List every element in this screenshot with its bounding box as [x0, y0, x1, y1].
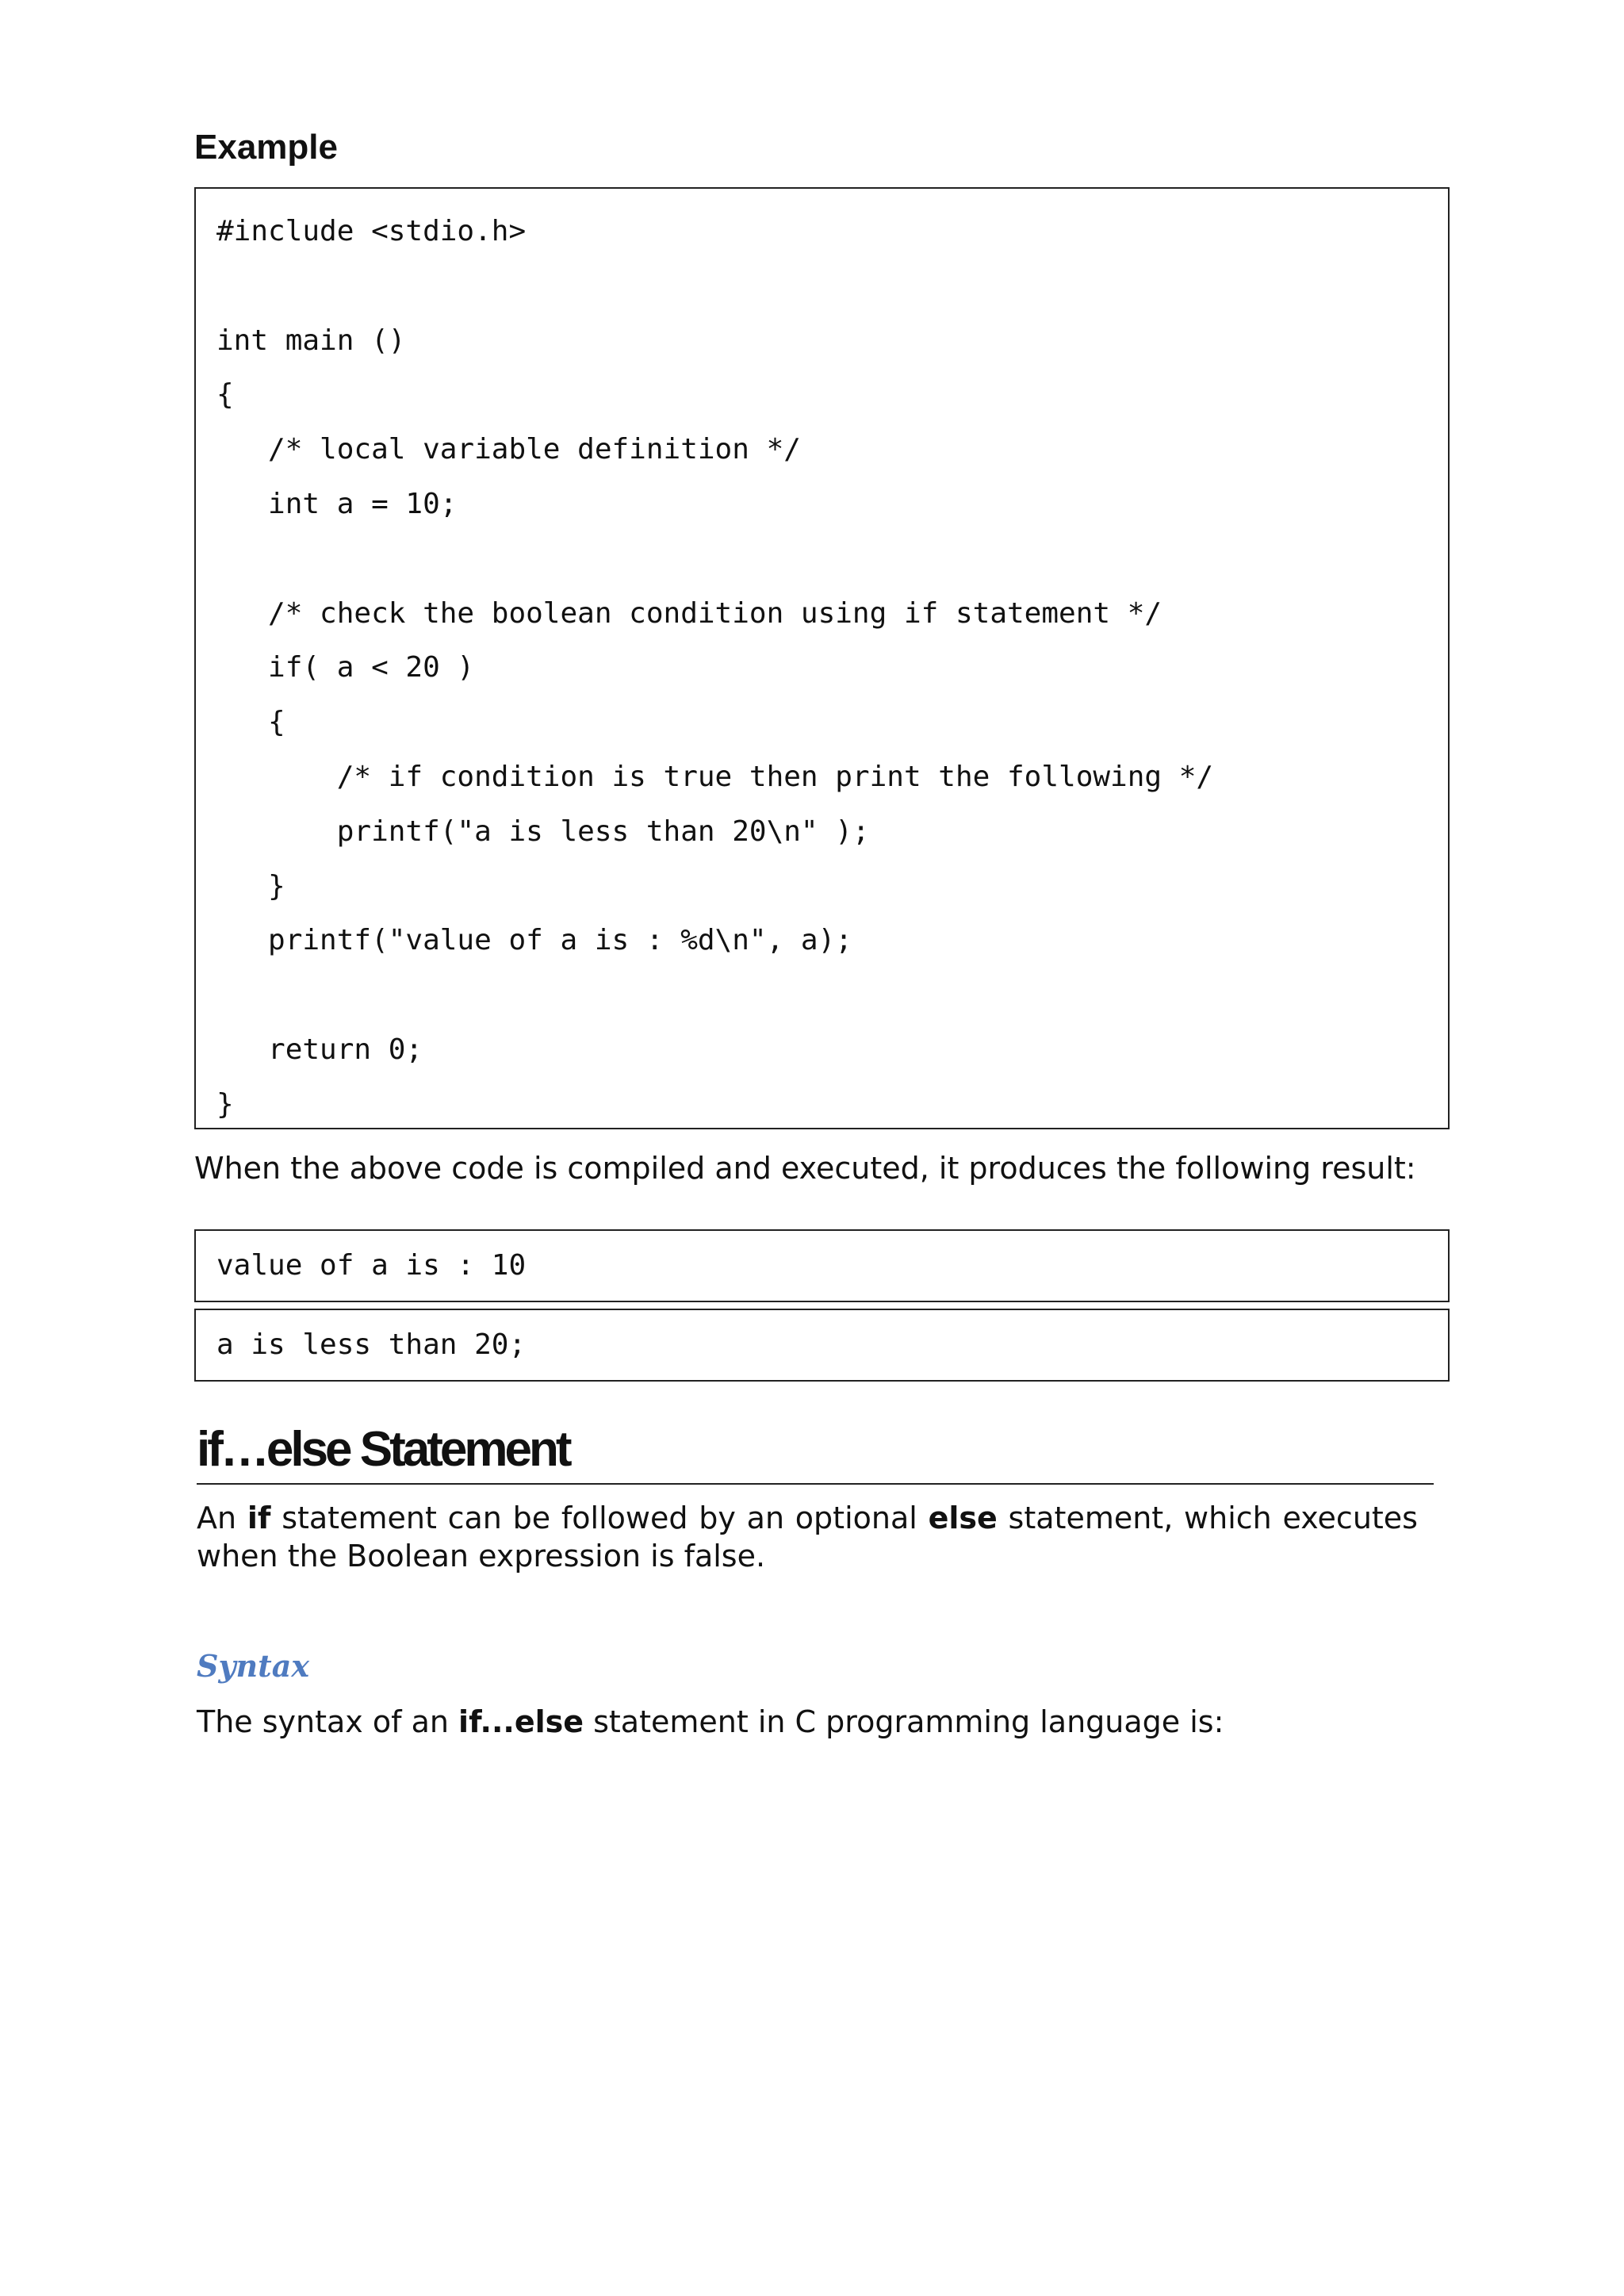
code-line [216, 532, 1448, 587]
code-line: return 0; [216, 1033, 423, 1066]
code-line: #include <stdio.h> [216, 215, 527, 247]
code-line: /* local variable definition */ [216, 433, 801, 466]
code-line: } [216, 1087, 234, 1121]
code-line: printf("a is less than 20\n" ); [216, 815, 870, 848]
keyword-if-else: if...else [458, 1704, 584, 1739]
code-line: /* check the boolean condition using if statement */ [216, 596, 1162, 630]
keyword-else: else [928, 1501, 998, 1535]
code-line: { [216, 378, 234, 412]
syntax-intro-text [197, 1702, 1224, 1742]
result-output-line: a is less than 20; [194, 1309, 1450, 1382]
syntax-heading: Syntax [197, 1648, 309, 1684]
text-run: statement in C programming language is: [584, 1704, 1224, 1739]
section-title: if…else Statement [197, 1418, 1434, 1485]
code-line: int main () [216, 324, 406, 357]
text-run: statement can be followed by an optional [270, 1501, 929, 1535]
code-line: /* if condition is true then print the following */ [216, 760, 1214, 793]
text-run: The syntax of an [197, 1704, 459, 1739]
example-heading: Example [194, 128, 338, 167]
code-block [194, 187, 1450, 1129]
result-output-line: value of a is : 10 [194, 1229, 1450, 1302]
code-line: } [216, 869, 285, 903]
code-line [216, 968, 1448, 1023]
code-line [216, 259, 1448, 314]
code-line: { [216, 706, 285, 739]
code-line: if( a < 20 ) [216, 651, 475, 684]
result-intro-text: When the above code is compiled and executed, it produces the following result: [194, 1151, 1416, 1186]
keyword-if: if [247, 1501, 271, 1535]
code-line: printf("value of a is : %d\n", a); [216, 924, 852, 957]
text-run: An [197, 1501, 247, 1535]
if-else-description [197, 1499, 1418, 1575]
code-line: int a = 10; [216, 487, 458, 520]
text-run: statement, which executes when the Boolean expression is false. [197, 1501, 1418, 1573]
